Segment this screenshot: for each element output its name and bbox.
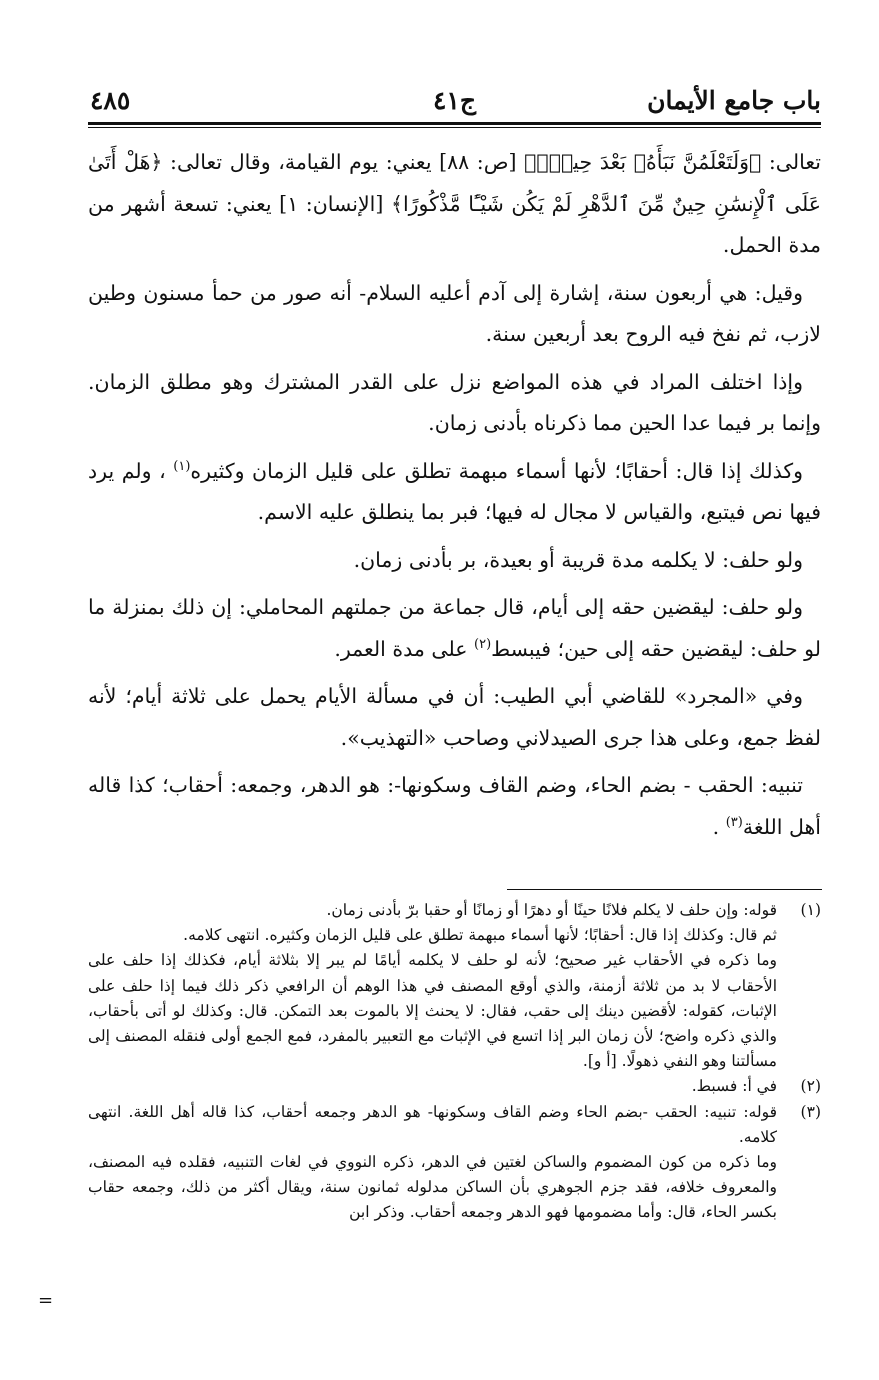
margin-mark: = [38, 1290, 54, 1311]
running-header [88, 80, 821, 124]
footnote-text: قوله: وإن حلف لا يكلم فلانًا حينًا أو دهرًا أو زمانًا أو حقبا برّ بأدنى زمان. [326, 901, 777, 919]
body-paragraph [88, 273, 821, 356]
paragraph-text: تنبيه: الحقب - بضم الحاء، وضم القاف وسكونها-: هو الدهر، وجمعه: أحقاب؛ كذا قاله أهل اللغة [88, 773, 821, 839]
footnotes [88, 898, 821, 1226]
footnote-text: في أ: فسبط. [691, 1077, 777, 1096]
paragraph-text: وإذا اختلف المراد في هذه المواضع نزل على القدر المشترك وهو مطلق الزمان. وإنما بر فيما عدا الحين مما ذكرناه بأدنى زمان. [88, 369, 821, 435]
footnote-separator [507, 889, 822, 890]
footnote-number: (١) [800, 901, 821, 919]
header-rule-thin [88, 127, 821, 128]
page-number: ٤٨٥ [90, 86, 131, 115]
body-paragraph [88, 142, 821, 267]
paragraph-text: ولو حلف: ليقضين حقه إلى أيام، قال جماعة من جملتهم المحاملي: إن ذلك بمنزلة ما لو حلف: ليقضين حقه إلى حين؛ فيبسط [88, 595, 821, 661]
footnote-body [88, 898, 777, 1074]
header-rule-thick [88, 122, 821, 125]
footnote-text: ثم قال: وكذلك إذا قال: أحقابًا؛ لأنها أسماء مبهمة تطلق على قليل الزمان وكثيره. انتهى كلامه. [183, 926, 777, 945]
paragraph-text: تعالى: ﴿وَلَتَعْلَمُنَّ نَبَأَهُۥ بَعْدَ حِينٍۭ﴾ [ص: ٨٨] يعني: يوم القيامة، وقال تعالى: ﴿هَلْ أَتَىٰ عَلَى ٱلْإِنسَٰنِ حِينٌ مِّنَ ٱلدَّهْرِ لَمْ يَكُن شَيْـًٔا مَّذْكُورًا﴾ [الإنسان: ١] يعني: تسعة أشهر من مدة الحمل. [88, 150, 821, 257]
footnote-text: وما ذكره في الأحقاب غير صحيح؛ لأنه لو حلف لا يكلمه أيامًا لم يبر إلا بثلاثة أيام، فكذلك إذا حلف على الأحقاب لا بد من ثلاثة أزمنة، والذي أوقع المصنف في هذا الوهم أن الرافعي ذكر ذلك فيما إذا حلف على الإثبات، كقوله: لأقضين دينك إلى حقب، فقال: لا يحنث إلا بالموت بعد التمكن. قال: وكذلك لو أتى بأحقاب، والذي ذكره واضح؛ لأن زمان البر إذا اتسع في الإثبات مع التعبير بالمفرد، فمع الجمع أولى فنقله المصنف إلى مسألتنا وهو النفي ذهولًا. [أ و]. [88, 951, 777, 1071]
paragraph-text: وفي «المجرد» للقاضي أبي الطيب: أن في مسألة الأيام يحمل على ثلاثة أيام؛ لأنه لفظ جمع، وعلى هذا جرى الصيدلاني وصاحب «التهذيب». [88, 684, 821, 750]
footnote-text: وما ذكره من كون المضموم والساكن لغتين في الدهر، ذكره النووي في لغات التنبيه، فقلده فيه المصنف، والمعروف خلافه، فقد جزم الجوهري بأن الساكن مدلوله ثمانون سنة، ويقال أكثر من ذلك، وجمعه حقاب بكسر الحاء، قال: وأما مضمومها فهو الدهر وجمعه أحقاب. وذكر ابن [88, 1153, 777, 1222]
paragraph-text: . [712, 814, 726, 839]
body-paragraph [88, 587, 821, 670]
paragraph-text: وكذلك إذا قال: أحقابًا؛ لأنها أسماء مبهمة تطلق على قليل الزمان وكثيره [190, 458, 803, 483]
footnote [88, 1074, 821, 1099]
paragraph-text: ، ولم يرد فيها نص فيتبع، والقياس لا مجال له فيها؛ فبر بما ينطلق عليه الاسم. [88, 458, 821, 524]
body-paragraph [88, 765, 821, 848]
body-paragraph [88, 540, 821, 582]
body-paragraph [88, 362, 821, 445]
paragraph-text: ولو حلف: لا يكلمه مدة قريبة أو بعيدة، بر بأدنى زمان. [353, 547, 803, 572]
footnote-body [88, 1100, 777, 1226]
body-paragraph [88, 676, 821, 759]
main-text [88, 142, 821, 854]
footnote-number: (٢) [800, 1077, 821, 1096]
volume-label: ج٤١ [433, 86, 476, 115]
chapter-title: باب جامع الأيمان [647, 86, 821, 115]
footnote-ref[interactable]: (٢) [474, 636, 492, 652]
footnote-body [88, 1074, 777, 1099]
footnote [88, 1100, 821, 1226]
footnote-number: (٣) [800, 1102, 821, 1121]
paragraph-text: وقيل: هي أربعون سنة، إشارة إلى آدم أعليه السلام- أنه صور من حمأ مسنون وطين لازب، ثم نفخ فيه الروح بعد أربعين سنة. [88, 280, 821, 346]
footnote [88, 898, 821, 1074]
footnote-ref[interactable]: (١) [173, 458, 191, 474]
footnote-text: قوله: تنبيه: الحقب -بضم الحاء وضم القاف وسكونها- هو الدهر وجمعه أحقاب، كذا قاله أهل اللغة. انتهى كلامه. [88, 1102, 777, 1146]
paragraph-text: على مدة العمر. [334, 636, 474, 661]
body-paragraph [88, 451, 821, 534]
footnote-ref[interactable]: (٣) [725, 814, 743, 830]
